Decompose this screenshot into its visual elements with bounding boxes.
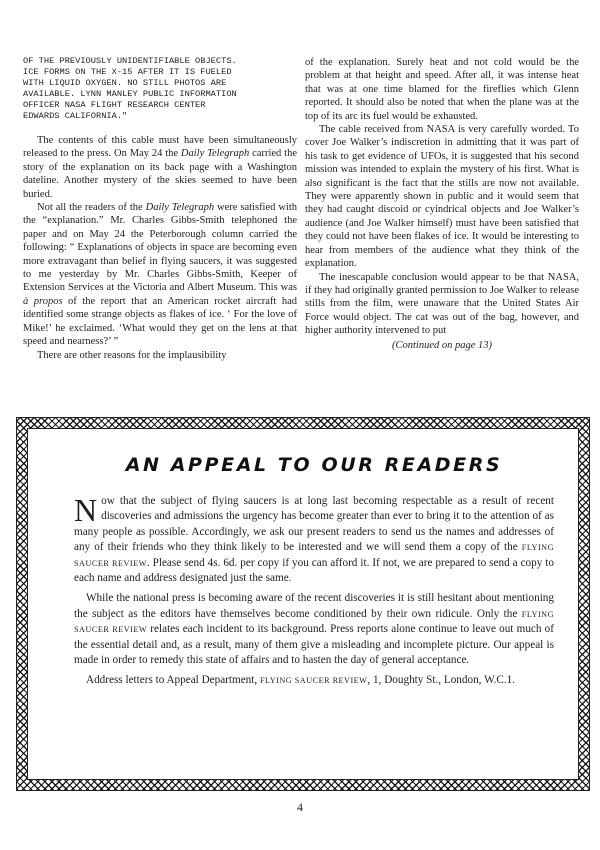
appeal-address: Address letters to Appeal Department, FLYING SAUCER REVIEW, 1, Doughty St., London, W.C.1. <box>86 674 516 687</box>
paragraph: There are other reasons for the implausibility <box>37 349 227 361</box>
appeal-title: AN APPEAL TO OUR READERS <box>125 454 503 476</box>
paragraph: Not all the readers of the Daily Telegraph were satisfied with the “explanation.” Mr. Charles Gibbs-Smith telephoned the paper and on May 24 the Peterborough column carried the following: “ Explanations of objects in space are becoming even more extravagant than belief in flying saucers, it was suggested to me yesterday by Mr. Charles Gibbs-Smith, Keeper of Extension Services at the Victoria and Albert Museum. This was à propos of the report that an American rocket aircraft had identified some strange objects as flakes of ice. ‘ For the love of Mike!’ he exclaimed. ‘What would they get on the lens at that speed and nearness?’ ” <box>23 202 297 348</box>
magazine-name: FLYING SAUCER REVIEW <box>259 676 368 686</box>
left-column <box>23 56 297 362</box>
paragraph: of the explanation. Surely heat and not cold would be the problem at that height and speed. After all, it was intense heat that was at one time blamed for the fireflies which Glenn reported. It should also be noted that when the plane was at the top of its arc its fuel would be exhausted. <box>305 57 579 122</box>
paragraph: The cable received from NASA is very carefully worded. To cover Joe Walker’s indiscretion in admitting that it was part of his task to get evidence of UFOs, it is suggested that his second mission was intended to explain the mystery of his first. What is also significant is the fact that the stills are now not available. They were apparently shown in public and it would seem that they had caught discoid or cyindrical objects and Joe Walker’s audience (and Joe Walker himself) must have been satisfied that they could not have been flakes of ice. It would be interesting to hear from members of the audience what they think of the explanation. <box>305 124 579 270</box>
right-column <box>305 56 579 352</box>
page-number: 4 <box>297 800 303 814</box>
drop-cap: N <box>74 492 98 528</box>
appeal-paragraph: Now that the subject of flying saucers is at long last becoming respectable as a result of recent discoveries and admissions the urgency has become greater than ever to bring it to the attention of as many people as possible. Accordingly, we ask our present readers to send us the names and addresses of any of their friends who they think likely to be interested and we will send them a copy of the FLYING SAUCER REVIEW. Please send 4s. 6d. per copy if you can afford it. If not, we are prepared to send a copy to each name and address designated just the same. <box>74 492 554 585</box>
magazine-name: FLYING SAUCER REVIEW <box>74 609 554 635</box>
paragraph: The inescapable conclusion would appear to be that NASA, if they had originally granted permission to Joe Walker to release stills from the film, were unaware that the United States Air Force would object. The cat was out of the bag, however, and higher authority intervened to put <box>305 271 579 337</box>
appeal-box-inner <box>27 428 579 780</box>
cable-text: OF THE PREVIOUSLY UNIDENTIFIABLE OBJECTS. ICE FORMS ON THE X-15 AFTER IT IS FUELED WITH LIQUID OXYGEN. NO STILL PHOTOS ARE AVAILABLE. LYNN MANLEY PUBLIC INFORMATION OFFICER NASA FLIGHT RESEARCH CENTER EDWARDS CALIFORNIA." <box>23 56 237 121</box>
appeal-box <box>16 417 590 791</box>
magazine-name: FLYING SAUCER REVIEW <box>74 543 554 568</box>
appeal-paragraph: While the national press is becoming aware of the recent discoveries it is still hesitant about mentioning the subject as the editors have themselves become conditioned by their own ridicule. Only the FLYING SAUCER REVIEW relates each incident to its background. Press reports alone continue to leave out much of the essential detail and, as a result, many of them give a misleading and incomplete picture. Our appeal is made in order to remedy this state of affairs and to hasten the day of general acceptance. <box>74 592 554 667</box>
appeal-body <box>74 494 554 689</box>
continued-note: (Continued on page 13) <box>391 339 493 351</box>
paragraph: The contents of this cable must have been simultaneously released to the press. On May 24 the Daily Telegraph carried the story of the explanation on its back page with a Washington dateline. Another mystery of the skies seemed to have been buried. <box>23 135 297 200</box>
